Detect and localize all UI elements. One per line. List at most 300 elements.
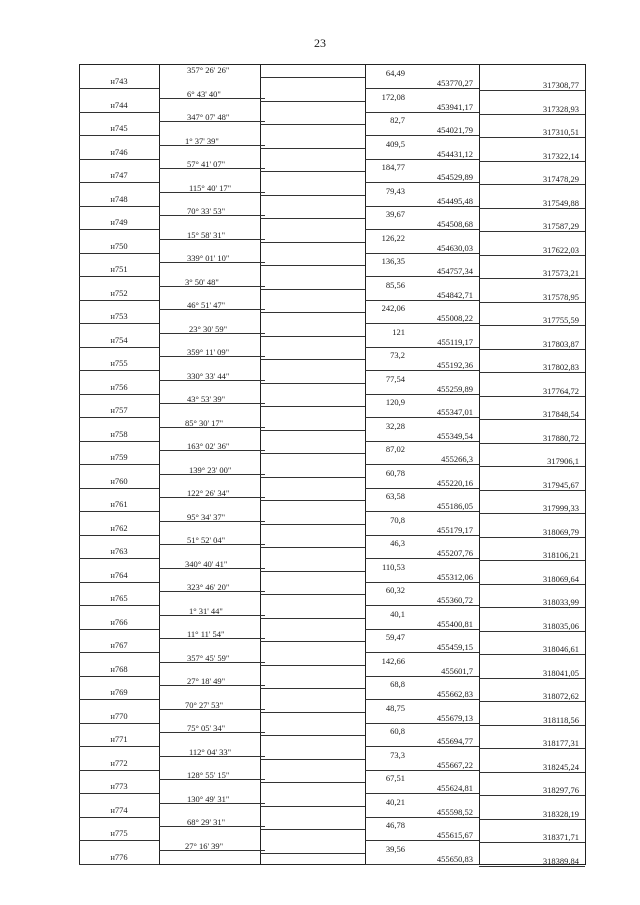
- y-underline: [479, 208, 585, 209]
- point-name: н773: [110, 781, 128, 791]
- point-x-coordinate: 455186,05: [436, 501, 473, 511]
- point-y-coordinate: 317308,77: [542, 80, 579, 90]
- point-row-separator: [79, 417, 159, 418]
- y-underline: [479, 607, 585, 608]
- y-underline: [479, 349, 585, 350]
- distance-underline: [260, 665, 365, 666]
- point-row-separator: [79, 793, 159, 794]
- angle-underline: [159, 239, 265, 240]
- point-row-separator: [79, 699, 159, 700]
- segment-angle-text: 95° 34' 37": [187, 511, 226, 522]
- point-y-coordinate: 318069,64: [542, 573, 579, 584]
- angle-underline: [159, 591, 265, 592]
- point-row-separator: [79, 770, 159, 771]
- y-underline: [479, 137, 585, 138]
- segment-angle-text: 46° 51' 47": [187, 300, 226, 310]
- distance-underline: [260, 359, 365, 360]
- segment-distance: 70,8: [390, 514, 405, 525]
- point-y-coordinate: 318245,24: [542, 761, 579, 772]
- segment-angle-text: 43° 53' 39": [187, 394, 226, 404]
- x-underline: [365, 770, 479, 771]
- point-x-coordinate: 455360,72: [436, 595, 473, 605]
- point-name: н747: [110, 170, 128, 180]
- y-underline: [479, 537, 585, 538]
- point-name: н769: [110, 687, 128, 697]
- table-border-right: [585, 64, 586, 865]
- segment-distance: 142,66: [381, 655, 405, 666]
- segment-distance: 59,47: [385, 632, 405, 642]
- y-underline: [479, 161, 585, 162]
- angle-underline: [159, 121, 265, 122]
- point-row-separator: [79, 605, 159, 606]
- point-y-coordinate: 317945,67: [542, 479, 579, 490]
- angle-underline: [159, 286, 265, 287]
- segment-angle-text: 57° 41' 07": [187, 159, 226, 169]
- y-underline: [479, 278, 585, 279]
- point-row-separator: [79, 723, 159, 724]
- x-underline: [365, 88, 479, 89]
- point-row-separator: [79, 840, 159, 841]
- point-x-coordinate: 455220,16: [436, 477, 473, 488]
- table-divider-1: [159, 64, 160, 865]
- segment-angle-text: 323° 46' 20": [187, 582, 230, 592]
- angle-underline: [159, 826, 265, 827]
- point-name: н759: [110, 452, 128, 462]
- segment-angle-text: 357° 26' 26": [187, 65, 230, 75]
- angle-underline: [159, 779, 265, 780]
- distance-underline: [260, 594, 365, 595]
- x-underline: [365, 793, 479, 794]
- distance-underline: [260, 171, 365, 172]
- y-underline: [479, 819, 585, 820]
- x-underline: [365, 276, 479, 277]
- table-divider-2: [260, 64, 261, 865]
- point-name: н767: [110, 640, 128, 650]
- point-x-coordinate: 455312,06: [436, 571, 473, 582]
- point-row-separator: [79, 112, 159, 113]
- segment-angle-text: 6° 43' 40": [187, 88, 221, 99]
- distance-underline: [260, 782, 365, 783]
- y-underline: [479, 255, 585, 256]
- point-row-separator: [79, 746, 159, 747]
- y-underline: [479, 654, 585, 655]
- point-y-coordinate: 318371,71: [542, 832, 579, 842]
- segment-distance: 63,58: [385, 491, 405, 501]
- x-underline: [365, 699, 479, 700]
- point-name: н760: [110, 475, 128, 486]
- segment-distance: 46,78: [385, 820, 405, 830]
- point-x-coordinate: 453770,27: [436, 78, 473, 88]
- point-row-separator: [79, 488, 159, 489]
- point-x-coordinate: 454529,89: [436, 172, 473, 182]
- distance-underline: [260, 500, 365, 501]
- point-y-coordinate: 317880,72: [542, 432, 579, 443]
- segment-angle-text: 340° 40' 41": [185, 558, 228, 569]
- angle-underline: [159, 98, 265, 99]
- angle-underline: [159, 333, 265, 334]
- x-underline: [365, 629, 479, 630]
- segment-distance: 184,77: [381, 162, 405, 172]
- point-row-separator: [79, 864, 159, 865]
- segment-distance: 242,06: [381, 303, 405, 313]
- y-underline: [479, 184, 585, 185]
- y-underline: [479, 584, 585, 585]
- distance-underline: [260, 453, 365, 454]
- angle-underline: [159, 662, 265, 663]
- distance-underline: [260, 430, 365, 431]
- point-y-coordinate: 317478,29: [542, 174, 579, 184]
- x-underline: [365, 347, 479, 348]
- point-name: н744: [110, 99, 128, 110]
- angle-underline: [159, 521, 265, 522]
- point-row-separator: [79, 676, 159, 677]
- segment-angle-text: 68° 29' 31": [187, 817, 226, 827]
- distance-underline: [260, 218, 365, 219]
- segment-angle-text: 357° 45' 59": [187, 652, 230, 663]
- segment-angle-text: 51° 52' 04": [187, 535, 226, 545]
- point-x-coordinate: 455008,22: [436, 313, 473, 323]
- x-underline: [365, 558, 479, 559]
- segment-distance: 73,2: [390, 350, 405, 360]
- segment-angle-text: 70° 27' 53": [185, 699, 224, 710]
- point-y-coordinate: 318297,76: [542, 785, 579, 795]
- segment-angle-text: 70° 33' 53": [187, 206, 226, 216]
- point-x-coordinate: 455347,01: [436, 407, 473, 417]
- angle-underline: [159, 145, 265, 146]
- distance-underline: [260, 759, 365, 760]
- distance-underline: [260, 195, 365, 196]
- point-x-coordinate: 455400,81: [436, 618, 473, 629]
- point-name: н751: [110, 264, 128, 274]
- segment-distance: 60,78: [385, 467, 405, 478]
- distance-underline: [260, 336, 365, 337]
- point-name: н756: [110, 381, 128, 392]
- angle-underline: [159, 568, 265, 569]
- angle-underline: [159, 403, 265, 404]
- point-x-coordinate: 455207,76: [436, 548, 473, 558]
- segment-angle-text: 3° 50' 48": [185, 276, 219, 287]
- segment-distance: 39,67: [385, 209, 405, 219]
- y-underline: [479, 725, 585, 726]
- segment-angle-text: 139° 23' 00": [189, 464, 232, 475]
- segment-angle-text: 128° 55' 15": [187, 770, 230, 780]
- angle-underline: [159, 497, 265, 498]
- point-name: н761: [110, 499, 128, 509]
- y-underline: [479, 114, 585, 115]
- segment-distance: 67,51: [385, 773, 405, 783]
- segment-distance: 77,54: [385, 373, 405, 384]
- segment-distance: 85,56: [385, 279, 405, 290]
- x-underline: [365, 159, 479, 160]
- point-x-coordinate: 455615,67: [436, 830, 473, 840]
- x-underline: [365, 840, 479, 841]
- angle-underline: [159, 850, 265, 851]
- y-underline: [479, 396, 585, 397]
- segment-distance: 48,75: [385, 702, 405, 713]
- point-y-coordinate: 318328,19: [542, 808, 579, 819]
- segment-distance: 68,8: [390, 679, 405, 689]
- point-x-coordinate: 455119,17: [437, 336, 473, 347]
- x-underline: [365, 370, 479, 371]
- x-underline: [365, 206, 479, 207]
- y-underline: [479, 748, 585, 749]
- point-x-coordinate: 455662,83: [436, 689, 473, 699]
- point-row-separator: [79, 323, 159, 324]
- distance-underline: [260, 524, 365, 525]
- distance-underline: [260, 242, 365, 243]
- point-row-separator: [79, 558, 159, 559]
- angle-underline: [159, 638, 265, 639]
- point-y-coordinate: 317549,88: [542, 197, 579, 208]
- x-underline: [365, 417, 479, 418]
- point-row-separator: [79, 511, 159, 512]
- point-x-coordinate: 455601,7: [441, 665, 473, 676]
- point-row-separator: [79, 253, 159, 254]
- point-x-coordinate: 454757,34: [436, 266, 473, 276]
- point-row-separator: [79, 347, 159, 348]
- segment-angle-text: 23° 30' 59": [189, 323, 228, 334]
- segment-angle-text: 15° 58' 31": [187, 229, 226, 240]
- point-name: н771: [110, 734, 128, 744]
- point-x-coordinate: 455459,15: [436, 642, 473, 652]
- point-row-separator: [79, 582, 159, 583]
- segment-angle-text: 27° 16' 39": [185, 840, 224, 851]
- page-number: 23: [314, 36, 326, 50]
- point-row-separator: [79, 629, 159, 630]
- y-underline: [479, 302, 585, 303]
- point-y-coordinate: 318035,06: [542, 620, 579, 631]
- point-name: н749: [110, 217, 128, 227]
- x-underline: [365, 511, 479, 512]
- segment-angle-text: 359° 11' 09": [187, 347, 230, 357]
- point-y-coordinate: 317328,93: [542, 103, 579, 114]
- segment-angle-text: 27° 18' 49": [187, 676, 226, 686]
- point-y-coordinate: 317802,83: [542, 362, 579, 372]
- point-y-coordinate: 317322,14: [542, 150, 579, 161]
- angle-underline: [159, 685, 265, 686]
- point-name: н770: [110, 710, 128, 721]
- distance-underline: [260, 101, 365, 102]
- point-x-coordinate: 454630,03: [436, 242, 473, 253]
- point-name: н758: [110, 428, 128, 439]
- point-y-coordinate: 317310,51: [542, 127, 579, 137]
- point-name: н764: [110, 569, 128, 580]
- distance-underline: [260, 124, 365, 125]
- distance-underline: [260, 312, 365, 313]
- segment-distance: 79,43: [385, 185, 405, 196]
- segment-distance: 40,21: [385, 796, 405, 807]
- angle-underline: [159, 756, 265, 757]
- segment-angle-text: 1° 37' 39": [185, 135, 219, 146]
- point-y-coordinate: 318046,61: [542, 644, 579, 654]
- segment-distance: 39,56: [385, 843, 405, 854]
- x-underline: [365, 488, 479, 489]
- y-underline: [479, 513, 585, 514]
- distance-underline: [260, 641, 365, 642]
- distance-underline: [260, 77, 365, 78]
- segment-distance: 40,1: [390, 608, 405, 619]
- segment-distance: 60,32: [385, 585, 405, 595]
- point-name: н774: [110, 804, 128, 815]
- point-row-separator: [79, 535, 159, 536]
- y-underline: [479, 231, 585, 232]
- point-x-coordinate: 455650,83: [436, 853, 473, 864]
- point-row-separator: [79, 135, 159, 136]
- point-y-coordinate: 318106,21: [542, 550, 579, 560]
- point-y-coordinate: 318389,84: [542, 855, 579, 866]
- point-y-coordinate: 318177,31: [542, 738, 579, 748]
- segment-angle-text: 163° 02' 36": [187, 441, 230, 451]
- angle-underline: [159, 427, 265, 428]
- x-underline: [365, 605, 479, 606]
- segment-distance: 82,7: [390, 115, 405, 125]
- segment-distance: 120,9: [385, 397, 405, 407]
- point-name: н775: [110, 828, 128, 838]
- point-y-coordinate: 317573,21: [542, 268, 579, 278]
- x-underline: [365, 535, 479, 536]
- point-x-coordinate: 454842,71: [436, 289, 473, 300]
- distance-underline: [260, 289, 365, 290]
- point-row-separator: [79, 88, 159, 89]
- y-underline: [479, 678, 585, 679]
- point-name: н763: [110, 546, 128, 556]
- angle-underline: [159, 615, 265, 616]
- coordinates-table: [79, 64, 586, 865]
- y-underline: [479, 90, 585, 91]
- point-y-coordinate: 317848,54: [542, 409, 579, 419]
- y-underline: [479, 490, 585, 491]
- point-name: н745: [110, 123, 128, 133]
- point-x-coordinate: 455192,36: [436, 360, 473, 370]
- segment-distance: 172,08: [381, 91, 405, 102]
- angle-underline: [159, 168, 265, 169]
- y-underline: [479, 325, 585, 326]
- point-x-coordinate: 455259,89: [436, 383, 473, 394]
- x-underline: [365, 864, 479, 865]
- distance-underline: [260, 829, 365, 830]
- point-x-coordinate: 455179,17: [436, 524, 473, 535]
- y-underline: [479, 419, 585, 420]
- table-border-top: [79, 64, 586, 65]
- x-underline: [365, 135, 479, 136]
- point-y-coordinate: 317764,72: [542, 385, 579, 396]
- point-row-separator: [79, 652, 159, 653]
- x-underline: [365, 441, 479, 442]
- point-x-coordinate: 454431,12: [436, 148, 473, 159]
- point-x-coordinate: 455598,52: [436, 806, 473, 817]
- point-name: н750: [110, 240, 128, 251]
- point-x-coordinate: 454508,68: [436, 219, 473, 229]
- point-x-coordinate: 455667,22: [436, 759, 473, 770]
- segment-angle-text: 130° 49' 31": [187, 793, 230, 804]
- angle-underline: [159, 803, 265, 804]
- y-underline: [479, 466, 585, 467]
- point-name: н752: [110, 287, 128, 298]
- point-name: н776: [110, 851, 128, 862]
- segment-angle-text: 339° 01' 10": [187, 253, 230, 263]
- point-y-coordinate: 317999,33: [542, 503, 579, 513]
- point-y-coordinate: 317578,95: [542, 291, 579, 302]
- y-underline: [479, 372, 585, 373]
- angle-underline: [159, 192, 265, 193]
- angle-underline: [159, 474, 265, 475]
- distance-underline: [260, 265, 365, 266]
- x-underline: [365, 652, 479, 653]
- point-x-coordinate: 453941,17: [436, 101, 473, 112]
- point-x-coordinate: 454495,48: [436, 195, 473, 206]
- y-underline: [479, 795, 585, 796]
- y-underline: [479, 443, 585, 444]
- point-y-coordinate: 317906,1: [547, 456, 579, 466]
- point-name: н754: [110, 334, 128, 345]
- point-y-coordinate: 318072,62: [542, 691, 579, 701]
- x-underline: [365, 582, 479, 583]
- segment-angle-text: 75° 05' 34": [187, 723, 226, 733]
- point-row-separator: [79, 276, 159, 277]
- angle-underline: [159, 262, 265, 263]
- distance-underline: [260, 383, 365, 384]
- point-y-coordinate: 317622,03: [542, 244, 579, 255]
- segment-distance: 126,22: [381, 232, 405, 243]
- segment-distance: 73,3: [390, 749, 405, 760]
- point-name: н748: [110, 193, 128, 204]
- point-y-coordinate: 318069,79: [542, 526, 579, 537]
- point-row-separator: [79, 300, 159, 301]
- segment-distance: 32,28: [385, 420, 405, 431]
- angle-underline: [159, 215, 265, 216]
- point-x-coordinate: 455266,3: [441, 454, 473, 464]
- point-name: н762: [110, 522, 128, 533]
- distance-underline: [260, 806, 365, 807]
- segment-angle-text: 330° 33' 44": [187, 370, 230, 381]
- angle-underline: [159, 356, 265, 357]
- point-row-separator: [79, 817, 159, 818]
- segment-angle-text: 85° 30' 17": [185, 417, 224, 428]
- point-name: н772: [110, 757, 128, 768]
- segment-angle-text: 1° 31' 44": [189, 605, 223, 616]
- distance-underline: [260, 571, 365, 572]
- x-underline: [365, 229, 479, 230]
- segment-distance: 46,3: [390, 538, 405, 548]
- x-underline: [365, 323, 479, 324]
- point-row-separator: [79, 159, 159, 160]
- point-name: н755: [110, 358, 128, 368]
- x-underline: [365, 464, 479, 465]
- segment-distance: 121: [392, 326, 405, 337]
- angle-underline: [159, 309, 265, 310]
- point-row-separator: [79, 441, 159, 442]
- point-name: н753: [110, 311, 128, 321]
- distance-underline: [260, 688, 365, 689]
- point-row-separator: [79, 394, 159, 395]
- point-name: н765: [110, 593, 128, 603]
- point-name: н766: [110, 616, 128, 627]
- y-underline: [479, 701, 585, 702]
- point-x-coordinate: 455349,54: [436, 430, 473, 441]
- angle-underline: [159, 380, 265, 381]
- point-name: н757: [110, 405, 128, 415]
- point-name: н746: [110, 146, 128, 157]
- angle-underline: [159, 732, 265, 733]
- point-y-coordinate: 318033,99: [542, 597, 579, 607]
- segment-distance: 409,5: [385, 138, 405, 149]
- point-x-coordinate: 454021,79: [436, 125, 473, 135]
- point-row-separator: [79, 206, 159, 207]
- angle-underline: [159, 544, 265, 545]
- point-y-coordinate: 317587,29: [542, 221, 579, 231]
- segment-angle-text: 11° 11' 54": [187, 629, 225, 639]
- x-underline: [365, 746, 479, 747]
